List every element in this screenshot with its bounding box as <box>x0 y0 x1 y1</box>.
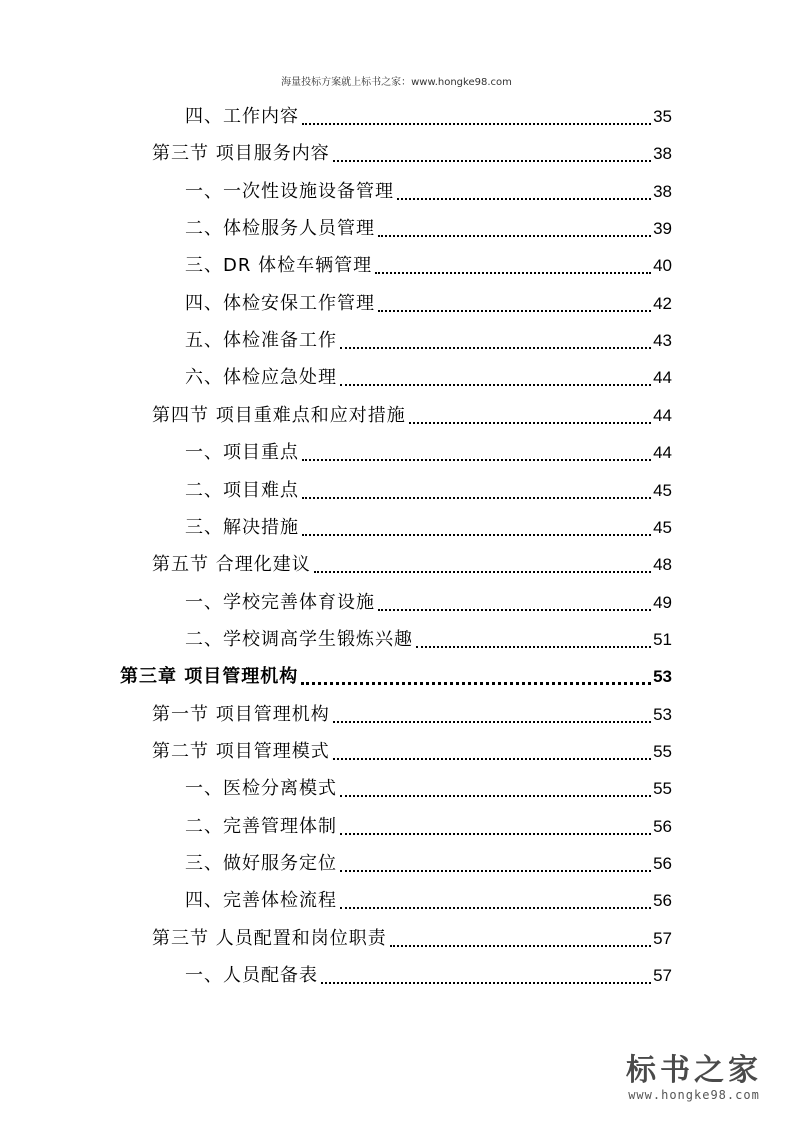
toc-entry-title: 一、学校完善体育设施 <box>185 591 375 613</box>
toc-entry[interactable] <box>185 588 672 618</box>
toc-entry[interactable] <box>185 251 672 281</box>
toc-entry[interactable] <box>185 102 672 132</box>
toc-entry[interactable] <box>185 513 672 543</box>
toc-dot-leader <box>378 588 651 618</box>
toc-dot-leader <box>375 251 651 281</box>
toc-dot-leader <box>390 924 651 954</box>
toc-dot-leader <box>333 139 651 169</box>
toc-entry-page: 57 <box>653 928 672 948</box>
toc-dot-leader <box>340 812 651 842</box>
toc-dot-leader <box>301 662 651 692</box>
toc-dot-leader <box>302 476 651 506</box>
toc-dot-leader <box>378 289 651 319</box>
toc-entry-page: 38 <box>653 144 672 164</box>
toc-entry-page: 35 <box>653 107 672 126</box>
logo-url: www.hongke98.com <box>628 1088 760 1102</box>
toc-entry-page: 44 <box>653 368 672 388</box>
toc-dot-leader <box>340 774 651 804</box>
toc-entry[interactable] <box>152 737 672 767</box>
toc-entry-title: 二、体检服务人员管理 <box>185 218 375 240</box>
toc-dot-leader <box>302 102 651 132</box>
toc-entry-page: 44 <box>653 405 672 425</box>
toc-entry-page: 53 <box>653 667 672 687</box>
toc-entry-page: 40 <box>653 256 672 276</box>
toc-entry-title: 一、项目重点 <box>185 442 299 464</box>
toc-entry-page: 39 <box>653 219 672 239</box>
toc-entry-page: 56 <box>653 891 672 911</box>
toc-entry[interactable] <box>185 625 672 655</box>
toc-entry[interactable] <box>152 924 672 954</box>
toc-entry-page: 55 <box>653 779 672 799</box>
toc-dot-leader <box>340 849 651 879</box>
toc-dot-leader <box>333 700 651 730</box>
toc-dot-leader <box>321 961 651 991</box>
toc-entry-title: 一、医检分离模式 <box>185 778 337 800</box>
brand-logo <box>619 1054 769 1102</box>
toc-dot-leader <box>340 326 651 356</box>
toc-entry-title: 六、体检应急处理 <box>185 367 337 389</box>
toc-entry-page: 45 <box>653 480 672 500</box>
toc-entry[interactable] <box>185 849 672 879</box>
toc-entry[interactable] <box>185 289 672 319</box>
toc-entry-title: 二、学校调高学生锻炼兴趣 <box>185 628 413 650</box>
toc-entry-title: 五、体检准备工作 <box>185 330 337 352</box>
toc-entry-title: 四、完善体检流程 <box>185 890 337 912</box>
toc-entry[interactable] <box>185 177 672 207</box>
toc-entry-page: 53 <box>653 704 672 724</box>
toc-entry-title: 四、工作内容 <box>185 106 299 127</box>
toc-entry-page: 48 <box>653 555 672 575</box>
toc-entry-page: 56 <box>653 816 672 836</box>
toc-entry-title: 第二节 项目管理模式 <box>152 740 330 762</box>
logo-text: 标书之家 <box>626 1053 762 1088</box>
toc-entry-page: 45 <box>653 517 672 537</box>
toc-entry-title: 四、体检安保工作管理 <box>185 292 375 314</box>
toc-dot-leader <box>378 214 651 244</box>
toc-entry-title: 第五节 合理化建议 <box>152 554 311 576</box>
toc-dot-leader <box>302 513 651 543</box>
toc-entry-title: 第三节 项目服务内容 <box>152 143 330 165</box>
toc-entry[interactable] <box>185 326 672 356</box>
toc-entry-page: 43 <box>653 331 672 351</box>
toc-entry[interactable] <box>152 550 672 580</box>
toc-entry[interactable] <box>185 363 672 393</box>
toc-dot-leader <box>314 550 651 580</box>
toc-entry[interactable] <box>185 961 672 991</box>
toc-dot-leader <box>333 737 651 767</box>
toc-entry-page: 55 <box>653 741 672 761</box>
toc-entry[interactable] <box>120 662 672 692</box>
toc-entry-page: 49 <box>653 592 672 612</box>
toc-entry[interactable] <box>185 214 672 244</box>
toc-entry[interactable] <box>185 774 672 804</box>
toc-entry[interactable] <box>185 812 672 842</box>
toc-dot-leader <box>340 886 651 916</box>
toc-entry[interactable] <box>185 476 672 506</box>
toc-entry[interactable] <box>152 139 672 169</box>
toc-entry-title: 第三章 项目管理机构 <box>120 666 299 688</box>
toc-entry-page: 56 <box>653 854 672 873</box>
toc-entry-page: 42 <box>653 293 672 313</box>
toc-dot-leader <box>340 363 651 393</box>
toc-entry-page: 51 <box>653 629 672 649</box>
toc-entry-title: 二、项目难点 <box>185 479 299 501</box>
toc-dot-leader <box>397 177 651 207</box>
toc-entry-page: 38 <box>653 181 672 201</box>
toc-dot-leader <box>409 401 651 431</box>
toc-entry-page: 44 <box>653 443 672 463</box>
toc-entry[interactable] <box>152 401 672 431</box>
toc-entry[interactable] <box>185 886 672 916</box>
toc-entry-title: 第三节 人员配置和岗位职责 <box>152 927 387 949</box>
toc-dot-leader <box>302 438 651 468</box>
toc-entry-title: 二、完善管理体制 <box>185 815 337 837</box>
toc-entry-title: 三、做好服务定位 <box>185 853 337 874</box>
toc-entry-page: 57 <box>653 966 672 986</box>
toc-dot-leader <box>416 625 651 655</box>
toc-entry-title: 一、人员配备表 <box>185 965 318 987</box>
toc-entry[interactable] <box>185 438 672 468</box>
toc-entry-title: 三、DR 体检车辆管理 <box>185 255 373 277</box>
page-header: 海量投标方案就上标书之家：www.hongke98.com <box>281 77 512 88</box>
toc-entry-title: 第四节 项目重难点和应对措施 <box>152 404 406 426</box>
toc-entry-title: 一、一次性设施设备管理 <box>185 180 394 202</box>
toc-entry[interactable] <box>152 700 672 730</box>
toc-entry-title: 三、解决措施 <box>185 516 299 538</box>
toc-entry-title: 第一节 项目管理机构 <box>152 703 330 725</box>
